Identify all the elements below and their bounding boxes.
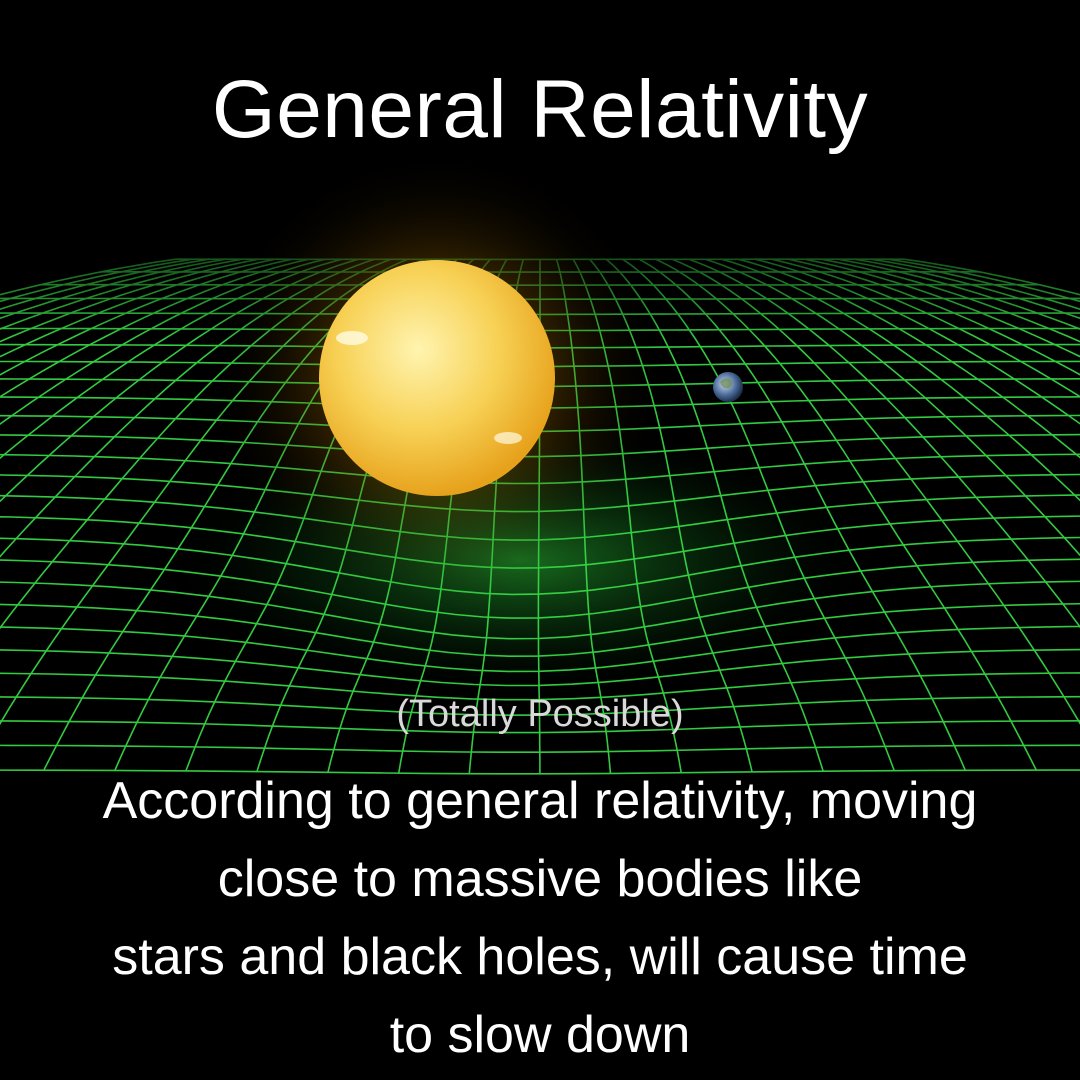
caption-line: close to massive bodies like bbox=[217, 850, 863, 908]
page-title: General Relativity bbox=[211, 64, 869, 155]
caption-line: stars and black holes, will cause time bbox=[112, 928, 968, 986]
caption bbox=[20, 762, 1060, 1074]
sun-flare-left bbox=[336, 331, 368, 345]
caption-line: According to general relativity, moving bbox=[102, 772, 978, 830]
sun-flare-right bbox=[494, 432, 522, 444]
caption-line: to slow down bbox=[389, 1006, 691, 1064]
subtitle: (Totally Possible) bbox=[396, 693, 684, 735]
sun bbox=[319, 260, 555, 496]
